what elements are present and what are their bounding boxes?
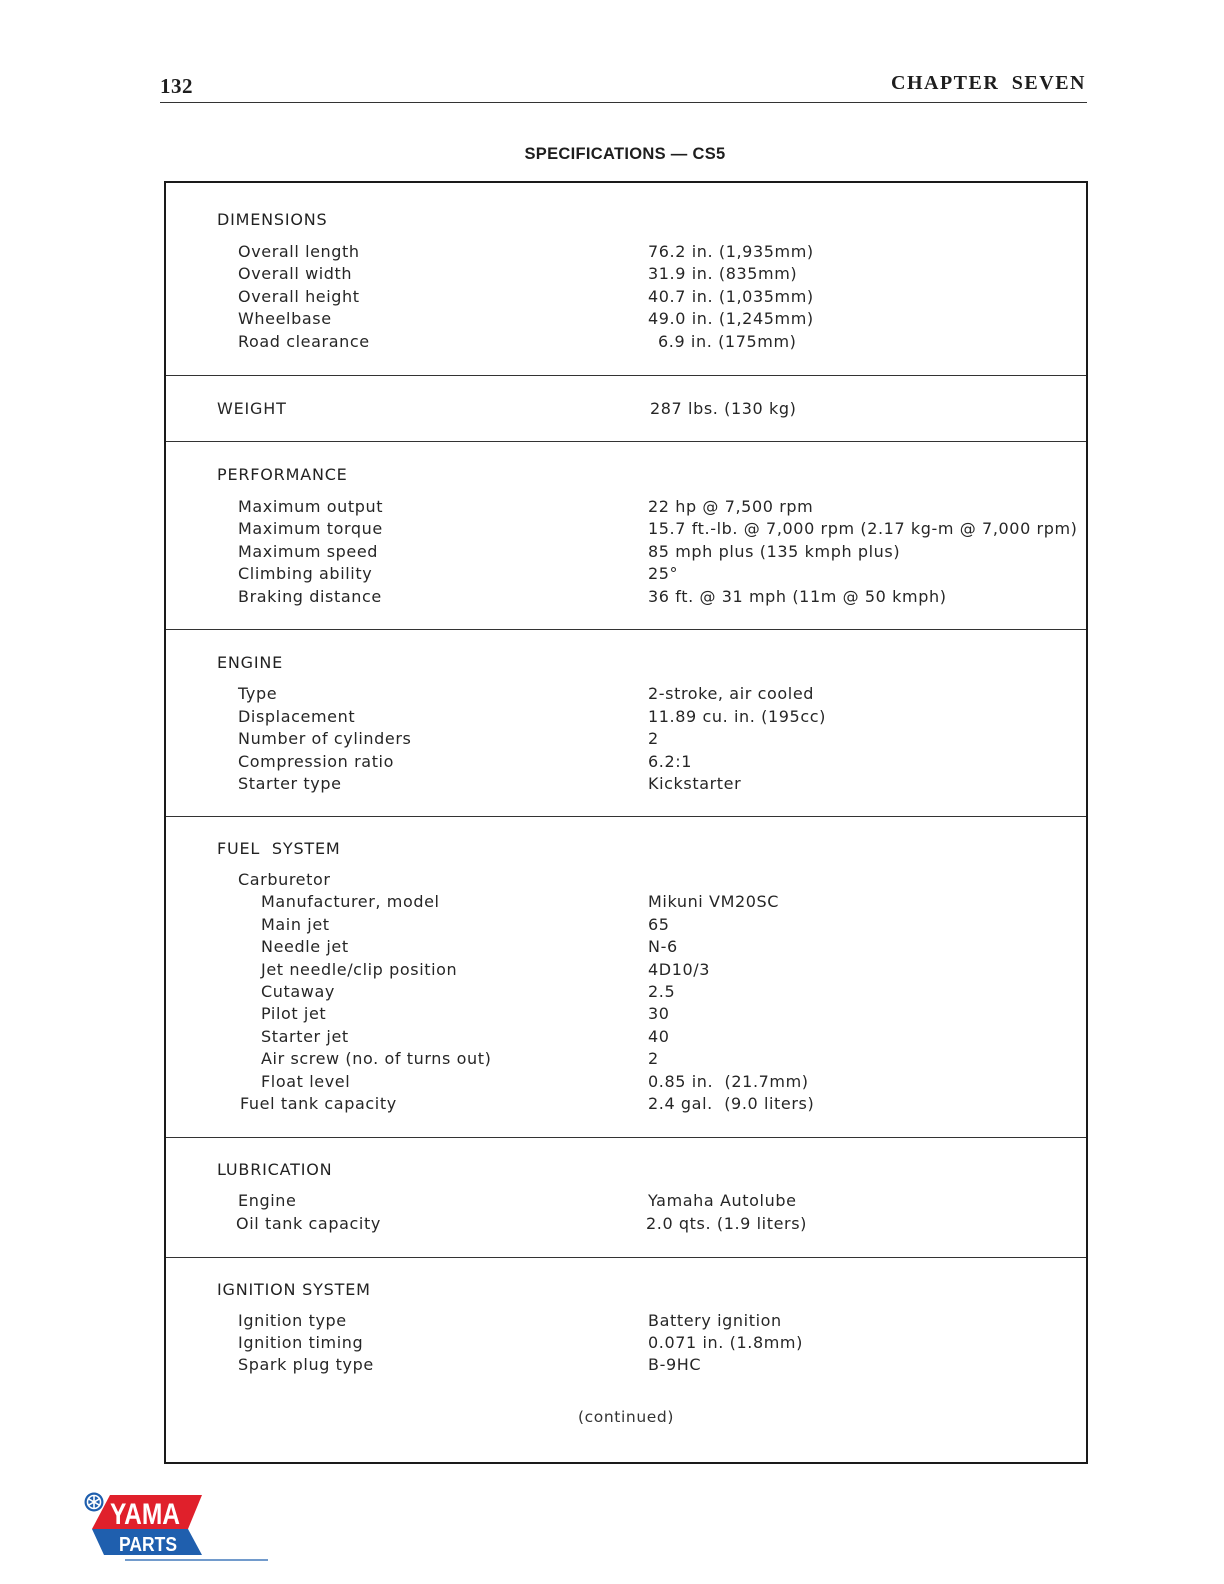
spec-row bbox=[166, 1027, 1086, 1049]
spec-label: Displacement bbox=[238, 707, 356, 726]
spec-row bbox=[166, 309, 1086, 331]
section-lubrication bbox=[166, 1137, 1086, 1258]
spec-value: 0.85 in. (21.7mm) bbox=[648, 1072, 809, 1091]
spec-value: 65 bbox=[648, 915, 670, 934]
section-engine bbox=[166, 629, 1086, 817]
spec-label: Starter type bbox=[238, 774, 342, 793]
spec-row bbox=[166, 497, 1086, 519]
spec-value: N-6 bbox=[648, 937, 678, 956]
spec-label: Needle jet bbox=[261, 937, 349, 956]
spec-label: Number of cylinders bbox=[238, 729, 412, 748]
spec-row bbox=[166, 1004, 1086, 1026]
spec-row bbox=[166, 242, 1086, 264]
section-title: FUEL SYSTEM bbox=[217, 839, 341, 858]
spec-value: 15.7 ft.-lb. @ 7,000 rpm (2.17 kg-m @ 7,000 rpm) bbox=[648, 519, 1078, 538]
specifications-table bbox=[164, 181, 1088, 1464]
spec-row bbox=[166, 1333, 1086, 1355]
spec-label: Float level bbox=[261, 1072, 351, 1091]
spec-value: Battery ignition bbox=[648, 1311, 782, 1330]
spec-value: 31.9 in. (835mm) bbox=[648, 264, 798, 283]
spec-row bbox=[166, 564, 1086, 586]
spec-label: Ignition timing bbox=[238, 1333, 364, 1352]
spec-row bbox=[166, 752, 1086, 774]
spec-value: 6.9 in. (175mm) bbox=[658, 332, 797, 351]
spec-row bbox=[166, 915, 1086, 937]
continued-note: (continued) bbox=[578, 1408, 674, 1426]
spec-label: Road clearance bbox=[238, 332, 370, 351]
spec-value: 4D10/3 bbox=[648, 960, 711, 979]
spec-value: Mikuni VM20SC bbox=[648, 892, 780, 911]
spec-row bbox=[166, 937, 1086, 959]
spec-row bbox=[166, 1094, 1086, 1116]
section-performance bbox=[166, 441, 1086, 630]
spec-row bbox=[166, 684, 1086, 706]
spec-label: Manufacturer, model bbox=[261, 892, 440, 911]
spec-value: 2-stroke, air cooled bbox=[648, 684, 815, 703]
spec-value: 2 bbox=[648, 1049, 659, 1068]
section-weight bbox=[166, 375, 1086, 442]
spec-label: Engine bbox=[238, 1191, 297, 1210]
spec-label: Compression ratio bbox=[238, 752, 394, 771]
page-number: 132 bbox=[160, 74, 193, 98]
spec-label: Maximum torque bbox=[238, 519, 383, 538]
section-title: ENGINE bbox=[217, 653, 284, 672]
spec-value: 30 bbox=[648, 1004, 670, 1023]
spec-value: 287 lbs. (130 kg) bbox=[650, 399, 797, 418]
section-title: WEIGHT bbox=[217, 399, 287, 418]
spec-value: B-9HC bbox=[648, 1355, 702, 1374]
spec-label: Starter jet bbox=[261, 1027, 349, 1046]
spec-row bbox=[166, 870, 1086, 892]
spec-row bbox=[166, 729, 1086, 751]
spec-label: Jet needle/clip position bbox=[261, 960, 458, 979]
spec-label: Wheelbase bbox=[238, 309, 332, 328]
section-title: LUBRICATION bbox=[217, 1160, 333, 1179]
spec-label: Type bbox=[238, 684, 278, 703]
spec-row bbox=[166, 332, 1086, 354]
spec-label: Carburetor bbox=[238, 870, 331, 889]
spec-label: Fuel tank capacity bbox=[240, 1094, 397, 1113]
spec-label: Cutaway bbox=[261, 982, 335, 1001]
section-ignition-system bbox=[166, 1257, 1086, 1463]
spec-row bbox=[166, 399, 1086, 421]
chapter-title: CHAPTER SEVEN bbox=[891, 72, 1086, 94]
spec-row bbox=[166, 519, 1086, 541]
spec-value: 2.0 qts. (1.9 liters) bbox=[646, 1214, 808, 1233]
spec-value: 11.89 cu. in. (195cc) bbox=[648, 707, 826, 726]
spec-row bbox=[166, 774, 1086, 796]
spec-value: 40 bbox=[648, 1027, 670, 1046]
yamaha-parts-logo bbox=[84, 1490, 268, 1562]
spec-value: Kickstarter bbox=[648, 774, 742, 793]
spec-row bbox=[166, 287, 1086, 309]
spec-value: 76.2 in. (1,935mm) bbox=[648, 242, 814, 261]
spec-label: Overall height bbox=[238, 287, 360, 306]
spec-value: 0.071 in. (1.8mm) bbox=[648, 1333, 803, 1352]
section-title: DIMENSIONS bbox=[217, 210, 328, 229]
spec-label: Overall length bbox=[238, 242, 360, 261]
spec-row bbox=[166, 1072, 1086, 1094]
spec-label: Main jet bbox=[261, 915, 330, 934]
spec-value: Yamaha Autolube bbox=[648, 1191, 797, 1210]
logo-text-top: YAMA bbox=[110, 1498, 180, 1531]
section-title: PERFORMANCE bbox=[217, 465, 348, 484]
spec-value: 22 hp @ 7,500 rpm bbox=[648, 497, 814, 516]
spec-label: Pilot jet bbox=[261, 1004, 327, 1023]
spec-label: Maximum output bbox=[238, 497, 384, 516]
section-title: IGNITION SYSTEM bbox=[217, 1280, 371, 1299]
spec-row bbox=[166, 1311, 1086, 1333]
spec-label: Climbing ability bbox=[238, 564, 373, 583]
spec-value: 36 ft. @ 31 mph (11m @ 50 kmph) bbox=[648, 587, 947, 606]
spec-row bbox=[166, 1191, 1086, 1213]
spec-row bbox=[166, 1214, 1086, 1236]
spec-value: 6.2:1 bbox=[648, 752, 693, 771]
spec-row bbox=[166, 960, 1086, 982]
spec-label: Oil tank capacity bbox=[236, 1214, 381, 1233]
tuning-fork-emblem-icon bbox=[85, 1493, 104, 1512]
spec-row bbox=[166, 587, 1086, 609]
header-rule bbox=[160, 102, 1087, 103]
logo-text-bottom: PARTS bbox=[119, 1534, 177, 1556]
spec-row bbox=[166, 542, 1086, 564]
spec-label: Ignition type bbox=[238, 1311, 347, 1330]
document-title: SPECIFICATIONS — CS5 bbox=[524, 145, 726, 163]
spec-value: 2 bbox=[648, 729, 659, 748]
section-fuel-system bbox=[166, 816, 1086, 1138]
spec-value: 2.5 bbox=[648, 982, 676, 1001]
spec-row bbox=[166, 892, 1086, 914]
spec-label: Braking distance bbox=[238, 587, 382, 606]
spec-row bbox=[166, 982, 1086, 1004]
spec-label: Maximum speed bbox=[238, 542, 379, 561]
spec-value: 49.0 in. (1,245mm) bbox=[648, 309, 814, 328]
spec-value: 2.4 gal. (9.0 liters) bbox=[648, 1094, 815, 1113]
spec-value: 85 mph plus (135 kmph plus) bbox=[648, 542, 901, 561]
spec-row bbox=[166, 264, 1086, 286]
spec-row bbox=[166, 1355, 1086, 1377]
section-dimensions bbox=[166, 183, 1086, 375]
spec-label: Spark plug type bbox=[238, 1355, 374, 1374]
spec-row bbox=[166, 1049, 1086, 1071]
spec-label: Air screw (no. of turns out) bbox=[261, 1049, 492, 1068]
spec-value: 25° bbox=[648, 564, 679, 583]
spec-row bbox=[166, 707, 1086, 729]
spec-value: 40.7 in. (1,035mm) bbox=[648, 287, 814, 306]
spec-label: Overall width bbox=[238, 264, 353, 283]
